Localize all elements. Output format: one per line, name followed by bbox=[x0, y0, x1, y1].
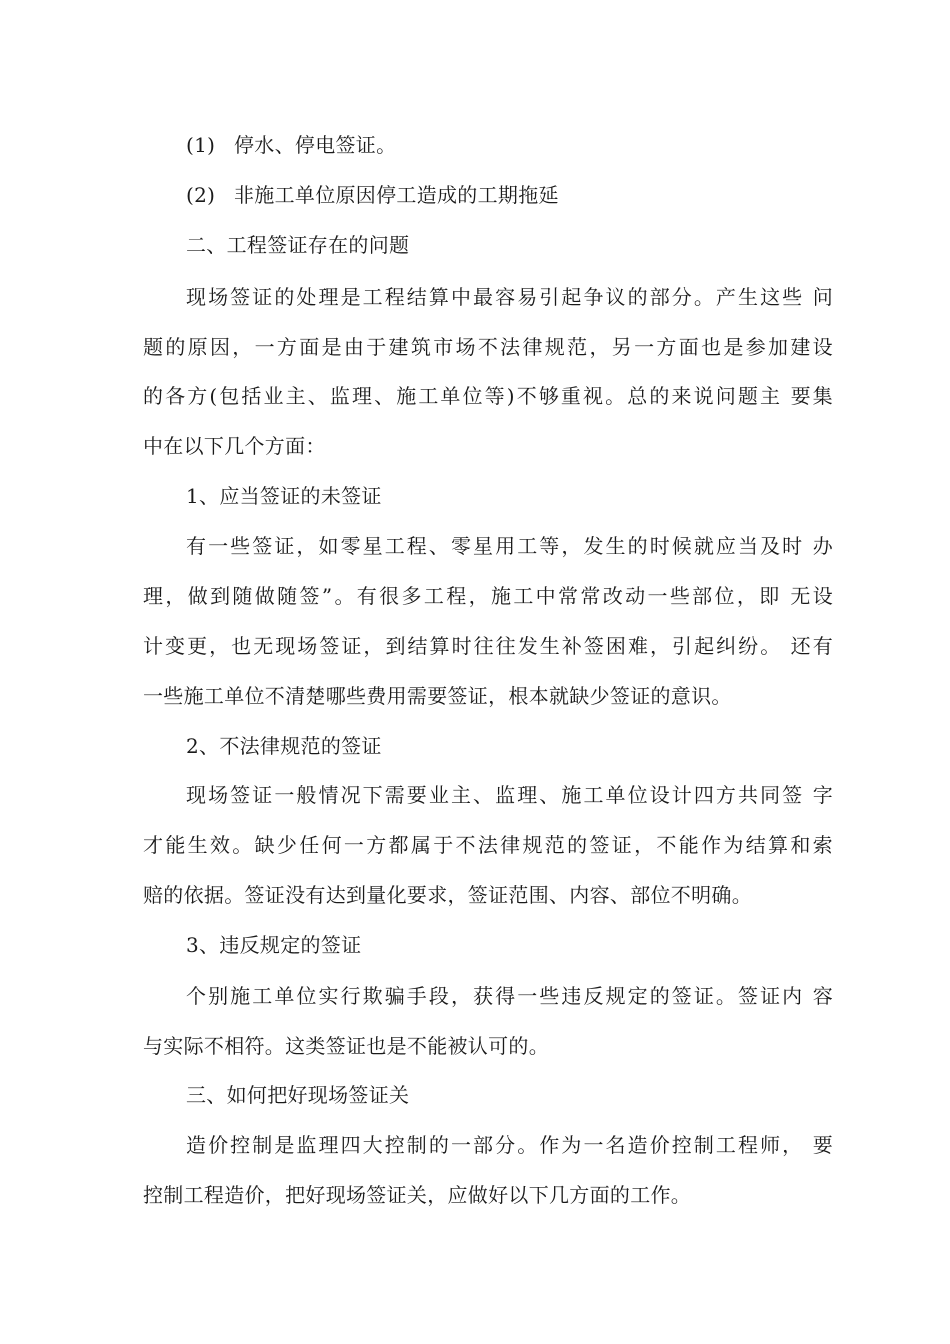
list-item-2 bbox=[186, 181, 833, 209]
subheading-1: 1、应当签证的未签证 bbox=[186, 484, 382, 508]
paragraph-line: 现场签证的处理是工程结算中最容易引起争议的部分。产生这些 问 bbox=[186, 285, 833, 309]
paragraph-line: 一些施工单位不清楚哪些费用需要签证，根本就缺少签证的意识。 bbox=[143, 684, 732, 708]
paragraph-line: 造价控制是监理四大控制的一部分。作为一名造价控制工程师， 要 bbox=[186, 1133, 833, 1157]
paragraph-line: 现场签证一般情况下需要业主、监理、施工单位设计四方共同签 字 bbox=[186, 783, 833, 807]
paragraph-line: 的各方(包括业主、监理、施工单位等)不够重视。总的来说问题主 要集 bbox=[143, 384, 833, 408]
list-number: (2) bbox=[186, 183, 216, 207]
list-text: 非施工单位原因停工造成的工期拖延 bbox=[234, 183, 559, 207]
paragraph-line: 理，做到随做随签”。有很多工程，施工中常常改动一些部位，即 无设 bbox=[143, 584, 833, 608]
paragraph-line: 有一些签证，如零星工程、零星用工等，发生的时候就应当及时 办 bbox=[186, 534, 833, 558]
section-heading-2: 二、工程签证存在的问题 bbox=[186, 233, 410, 257]
list-text: 停水、停电签证。 bbox=[234, 133, 397, 157]
paragraph-line: 计变更，也无现场签证，到结算时往往发生补签困难，引起纠纷。 还有 bbox=[143, 634, 833, 658]
list-item-1 bbox=[186, 131, 833, 159]
paragraph-line: 与实际不相符。这类签证也是不能被认可的。 bbox=[143, 1034, 549, 1058]
paragraph-line: 控制工程造价，把好现场签证关，应做好以下几方面的工作。 bbox=[143, 1183, 692, 1207]
paragraph-line: 个别施工单位实行欺骗手段，获得一些违反规定的签证。签证内 容 bbox=[186, 984, 833, 1008]
paragraph-line: 赔的依据。签证没有达到量化要求，签证范围、内容、部位不明确。 bbox=[143, 883, 752, 907]
list-number: (1) bbox=[186, 133, 216, 157]
paragraph-line: 题的原因，一方面是由于建筑市场不法律规范，另一方面也是参加建设 bbox=[143, 335, 833, 359]
paragraph-line: 才能生效。缺少任何一方都属于不法律规范的签证，不能作为结算和索 bbox=[143, 833, 833, 857]
paragraph-line: 中在以下几个方面： bbox=[143, 434, 326, 458]
section-heading-3: 三、如何把好现场签证关 bbox=[186, 1083, 410, 1107]
subheading-3: 3、违反规定的签证 bbox=[186, 933, 362, 957]
subheading-2: 2、不法律规范的签证 bbox=[186, 734, 382, 758]
